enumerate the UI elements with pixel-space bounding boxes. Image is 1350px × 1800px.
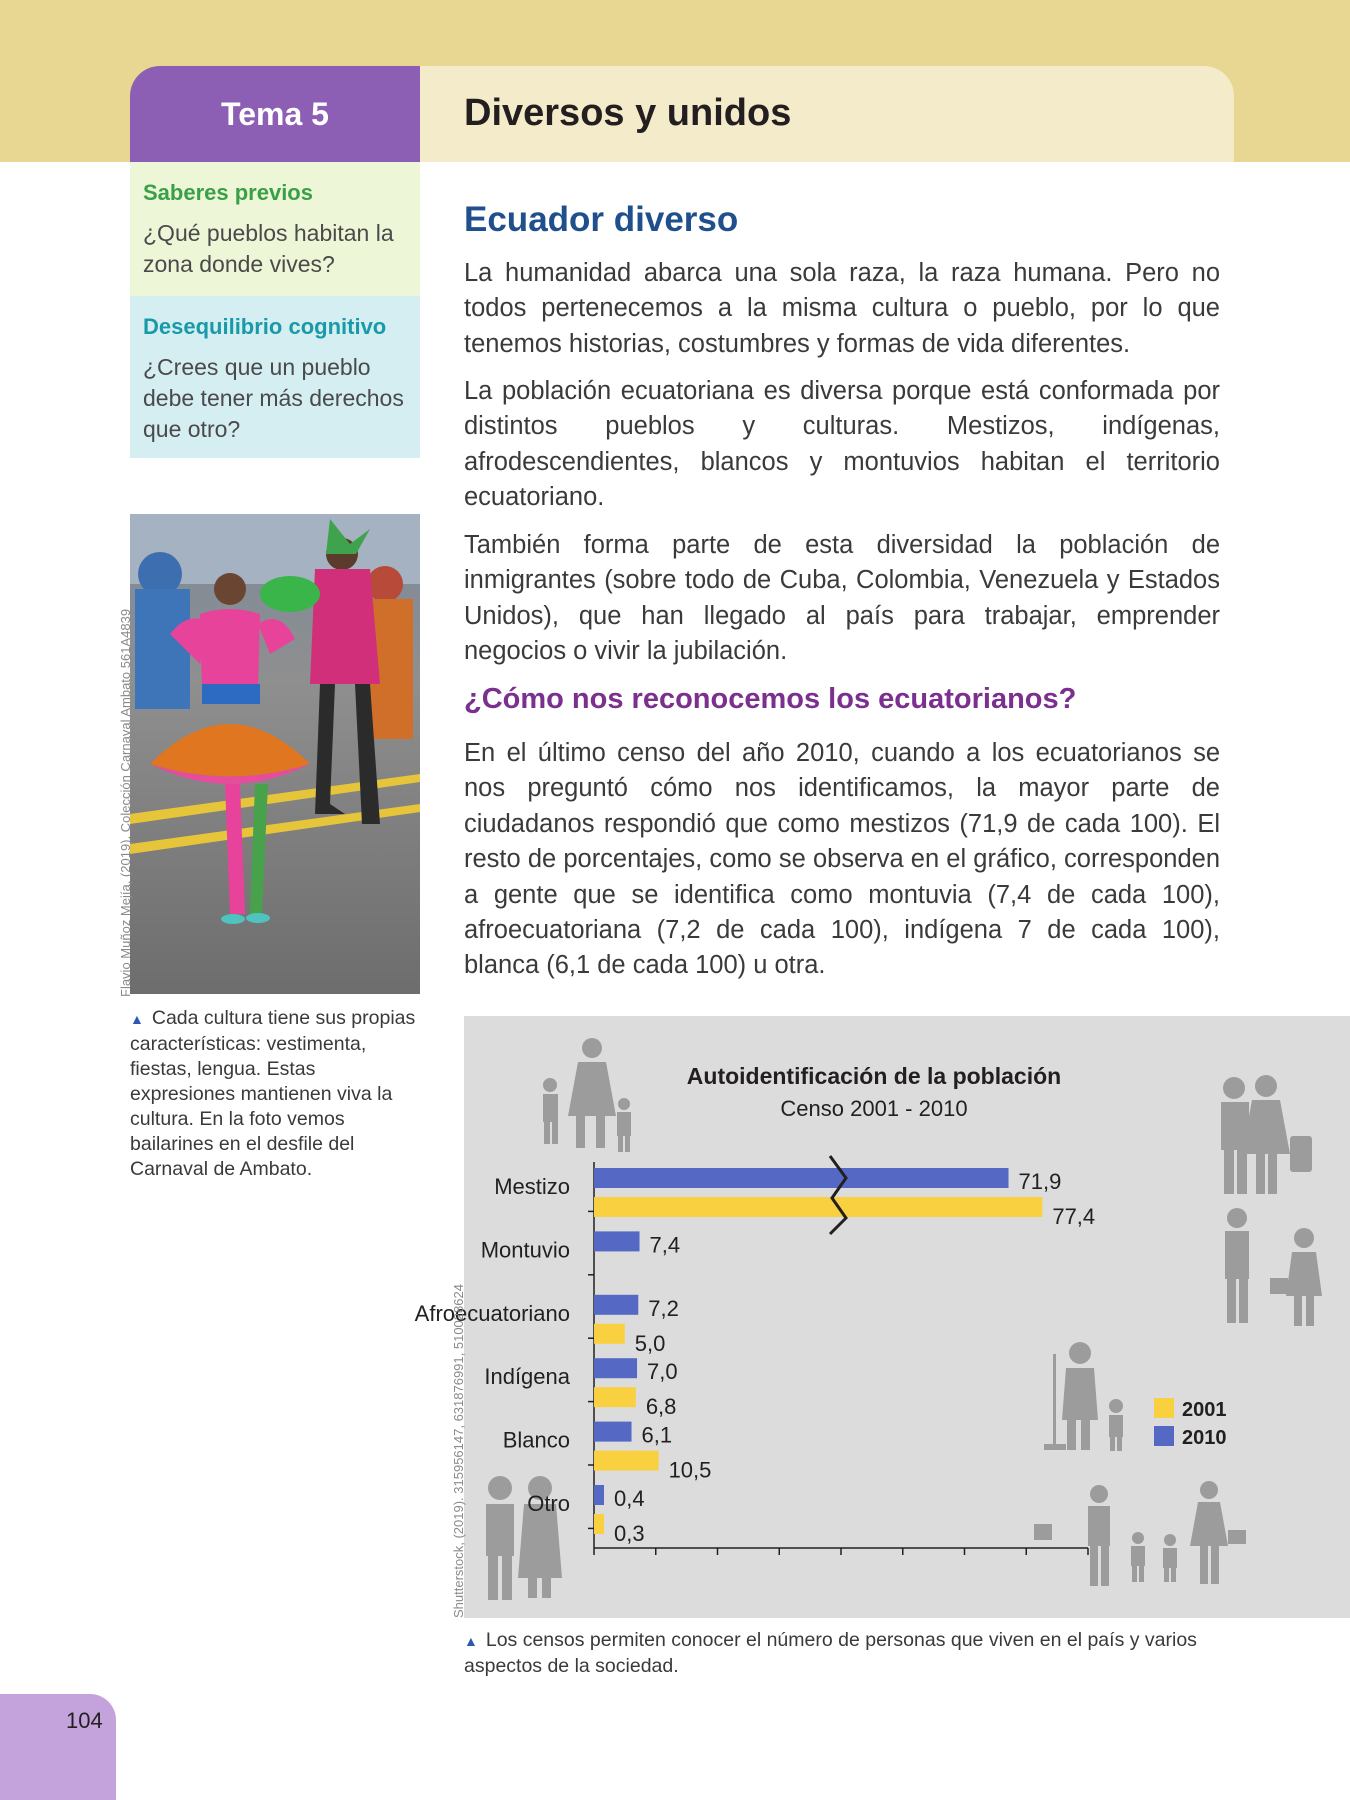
- chart-subtitle: Censo 2001 - 2010: [780, 1096, 968, 1121]
- legend-swatch-2010: [1154, 1426, 1174, 1446]
- bar-value-label: 71,9: [1018, 1169, 1062, 1194]
- bar-2001-afroecuatoriano: [594, 1324, 625, 1344]
- triangle-icon: ▲: [464, 1633, 478, 1649]
- bar-value-label: 0,3: [614, 1521, 645, 1546]
- family-silhouette-icon: [543, 1038, 631, 1152]
- bar-value-label: 6,1: [641, 1422, 673, 1448]
- bar-value-label: 7,4: [649, 1232, 681, 1258]
- bar-2010-mestizo: [594, 1168, 1009, 1188]
- photo-caption: [130, 1006, 422, 1182]
- chart-title: Autoidentificación de la población: [686, 1063, 1062, 1089]
- photo-caption-text: Cada cultura tiene sus propias características: vestimenta, fiestas, lengua. Estas expresiones mantienen viva la cultura. En la foto vemos bailarines en el desfile del Carnaval de Ambato.: [130, 1007, 416, 1180]
- page-title: Diversos y unidos: [464, 92, 792, 134]
- paragraph-1: La humanidad abarca una sola raza, la raza humana. Pero no todos pertenecemos a la misma cultura o pueblo, por lo que tenemos historias, costumbres y formas de vida diferentes.: [464, 259, 1220, 358]
- bar-value-label: 0,4: [614, 1486, 645, 1511]
- page-title-bar: [420, 66, 1234, 162]
- tema-label: Tema 5: [130, 66, 420, 162]
- heading-ecuador-diverso: Ecuador diverso: [464, 200, 739, 239]
- bar-2001-mestizo: [594, 1197, 1042, 1217]
- bar-2010-afroecuatoriano: [594, 1295, 638, 1315]
- legend-label-2001: 2001: [1182, 1399, 1227, 1421]
- bar-value-label: 6,8: [645, 1394, 677, 1420]
- bar-2001-indígena: [594, 1387, 636, 1407]
- travelers-silhouette-icon: [1221, 1075, 1312, 1194]
- bar-value-label: 77,4: [1052, 1204, 1096, 1229]
- legend-label-2010: 2010: [1182, 1427, 1227, 1449]
- business-people-silhouette-icon: [1225, 1208, 1322, 1326]
- carnival-dancers-photo: [130, 514, 420, 994]
- bar-2010-indígena: [594, 1358, 637, 1378]
- chart-caption: [464, 1628, 1224, 1679]
- heading-como-nos-reconocemos: ¿Cómo nos reconocemos los ecuatorianos?: [464, 683, 1077, 715]
- category-label: Afroecuatoriano: [414, 1300, 570, 1326]
- bar-value-label: 7,0: [647, 1359, 678, 1385]
- category-label: Indígena: [484, 1364, 570, 1390]
- bar-2001-blanco: [594, 1451, 659, 1471]
- category-label: Montuvio: [480, 1237, 570, 1263]
- bar-value-label: 10,5: [668, 1457, 712, 1483]
- paragraph-2: La población ecuatoriana es diversa porque está conformada por distintos pueblos y culturas. Mestizos, indígenas, afrodescendientes, blancos y montuvios habitan el territorio ecuatoriano.: [464, 377, 1220, 512]
- legend-swatch-2001: [1154, 1398, 1174, 1418]
- paragraph-3: También forma parte de esta diversidad la población de inmigrantes (sobre todo de Cuba, Colombia, Venezuela y Estados Unidos), que han llegado al país para trabajar, emprender negocios o vivir la jubilación.: [464, 531, 1220, 666]
- saberes-previos-title: Saberes previos: [143, 180, 313, 205]
- bar-2010-blanco: [594, 1422, 632, 1442]
- category-label: Mestizo: [494, 1174, 570, 1199]
- category-label: Otro: [527, 1491, 570, 1516]
- desequilibrio-cognitivo-question: ¿Crees que un pueblo debe tener más derechos que otro?: [143, 354, 404, 442]
- worker-child-silhouette-icon: [1044, 1342, 1123, 1451]
- desequilibrio-cognitivo-box: [130, 296, 420, 458]
- photo-credit: Flavio Muñoz Mejía, (2019). Colección Carnaval Ambato 561A4839: [118, 608, 133, 997]
- page-number: 104: [66, 1708, 103, 1733]
- desequilibrio-cognitivo-title: Desequilibrio cognitivo: [143, 314, 387, 339]
- bar-2010-montuvio: [594, 1231, 640, 1251]
- paragraph-4: En el último censo del año 2010, cuando a los ecuatorianos se nos preguntó cómo nos identificamos, la mayor parte de ciudadanos respondió que como mestizos (71,9 de cada 100). El resto de porcentajes, como se observa en el gráfico, corresponden a gente que se identifica como montuvia (7,4 de cada 100), afroecuatoriana (7,2 de cada 100), indígena 7 de cada 100), blanca (6,1 de cada 100) u otra.: [464, 739, 1220, 980]
- photo-illustration: [130, 514, 420, 994]
- saberes-previos-box: [130, 162, 420, 296]
- walking-family-silhouette-icon: [1034, 1481, 1246, 1586]
- triangle-icon: ▲: [130, 1011, 144, 1027]
- saberes-previos-question: ¿Qué pueblos habitan la zona donde vives?: [143, 220, 394, 277]
- chart-credit: Shutterstock, (2019). 315956147, 631876991, 510028624: [451, 1284, 466, 1618]
- axis-break-mark: [830, 1156, 846, 1234]
- bar-value-label: 7,2: [648, 1295, 679, 1321]
- bar-2001-otro: [594, 1514, 604, 1534]
- category-label: Blanco: [502, 1427, 570, 1453]
- bar-2010-otro: [594, 1485, 604, 1505]
- chart-caption-text: Los censos permiten conocer el número de personas que viven en el país y varios aspectos de la sociedad.: [464, 1629, 1197, 1677]
- page-number-tab: [0, 1694, 116, 1800]
- bar-value-label: 5,0: [634, 1330, 666, 1356]
